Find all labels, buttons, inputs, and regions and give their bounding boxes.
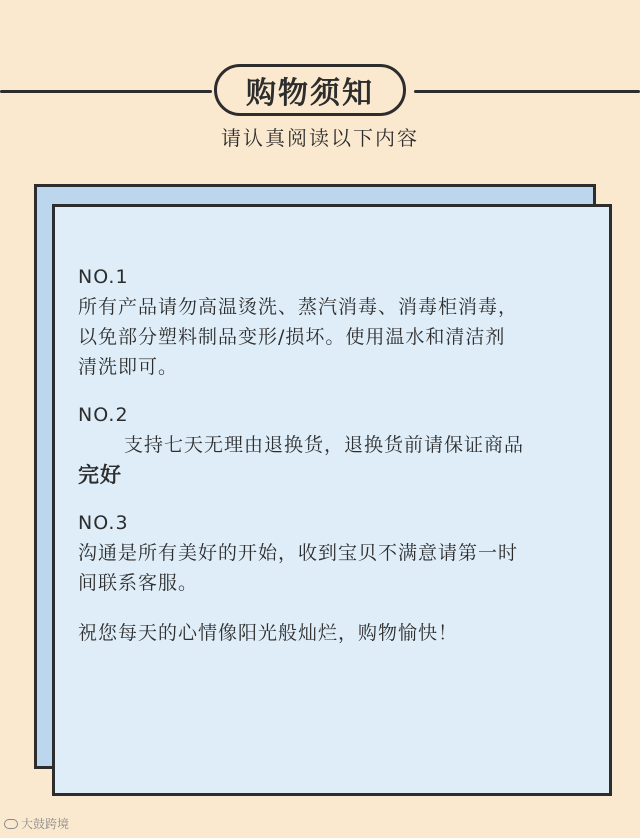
note-3-line-2: 间联系客服。 [78, 572, 199, 594]
watermark [4, 815, 69, 832]
watermark-text: 大鼓跨境 [21, 817, 70, 831]
page-title: 购物须知 [246, 76, 374, 111]
note-1-line-3: 清洗即可。 [78, 356, 179, 378]
note-section-1 [78, 262, 598, 382]
closing-message: 祝您每天的心情像阳光般灿烂，购物愉快！ [78, 622, 459, 644]
note-1-line-2: 以免部分塑料制品变形/损坏。使用温水和清洁剂 [78, 326, 506, 348]
note-3-label: NO.3 [78, 512, 129, 534]
note-1-label: NO.1 [78, 266, 129, 288]
header-rule-left [0, 90, 212, 93]
title-badge [214, 64, 406, 116]
note-section-3 [78, 508, 598, 598]
header-rule-right [414, 90, 640, 93]
note-2-line-1: 支持七天无理由退换货，退换货前请保证商品 [124, 434, 525, 456]
page-subtitle: 请认真阅读以下内容 [221, 126, 419, 150]
note-section-2 [78, 400, 598, 490]
note-2-line-2: 完好 [78, 463, 122, 487]
note-3-line-1: 沟通是所有美好的开始，收到宝贝不满意请第一时 [78, 542, 519, 564]
note-1-line-1: 所有产品请勿高温烫洗、蒸汽消毒、消毒柜消毒， [78, 296, 519, 318]
watermark-logo-icon [4, 819, 18, 829]
note-2-label: NO.2 [78, 404, 129, 426]
